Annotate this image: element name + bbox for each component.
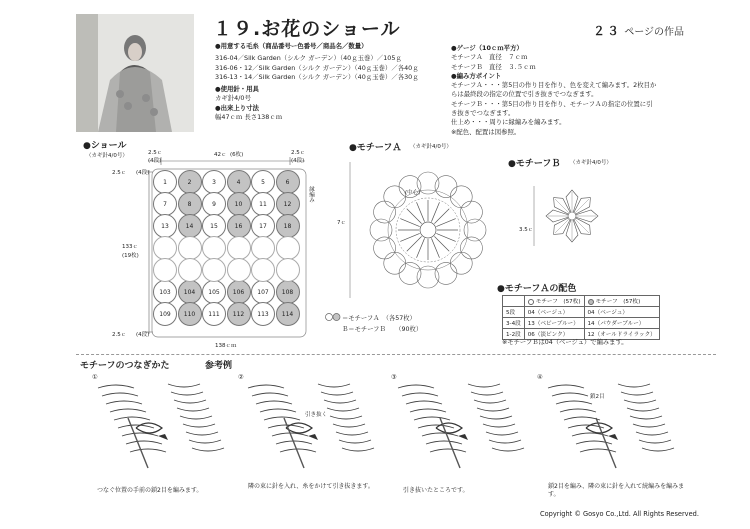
method-line: モチーフＡ・・・第5目の作り目を作り、色を変えて編みます。2枚目か [451,81,657,90]
method-line: き抜きでつなぎます。 [451,109,515,118]
motif-cell: 113 [251,302,275,326]
legend-motif-b: Ｂ＝モチーフＢ （90枚） [342,326,423,333]
step-number: ④ [537,374,543,381]
crochet-stitch-right [177,408,209,411]
join-illustrations [88,378,728,478]
motif-a-spoke [417,238,425,257]
step-number: ③ [391,374,397,381]
shawl-motif-grid [153,170,303,331]
motif-a-scallop [384,252,406,274]
page-title: １９.お花のショール [213,18,401,40]
dim-left-bottom: 2.5ｃ [112,332,127,338]
shawl-needle: （カギ針4/0号） [86,153,128,159]
crochet-stitch-right [633,424,665,427]
motif-a-diameter: 7ｃ [337,220,346,226]
motif-a-spoke [436,233,455,241]
motif-b-diagram [528,176,618,256]
motif-cell: 104 [178,280,202,304]
motif-cell: 6 [276,170,300,194]
crochet-stitch-right [621,392,653,395]
gauge-line: モチーフＡ 直径 ７ｃｍ [451,53,528,62]
dim-top-left-rows: (4段) [148,158,162,164]
copyright: Copyright © Gosyo Co.,Ltd. All Rights Reserved. [540,510,699,518]
motif-cell: 105 [202,280,226,304]
color-table-corner [503,296,525,307]
crochet-stitch-left [406,401,442,404]
motif-cell: 15 [202,214,226,238]
motif-cell-placeholder [202,236,226,260]
crochet-stitch-left [552,393,588,396]
crochet-stitch-right [630,416,662,419]
color-heading: ●モチーフＡの配色 [497,284,577,294]
dim-left-top: 2.5ｃ [112,170,127,176]
dim-top-left: 2.5ｃ [148,150,163,156]
crochet-stitch-right [192,448,224,451]
crochet-stitch-right [474,400,506,403]
color-cell: 12（オールドライラック） [584,329,659,340]
motif-cell-placeholder [251,236,275,260]
crochet-stitch-right [189,440,221,443]
motif-a-spoke [417,202,425,221]
color-row-label: 5段 [503,307,525,318]
method-heading: ●編み方ポイント [451,71,502,80]
motif-a-heading: ●モチーフＡ [349,143,402,153]
motif-cell: 108 [276,280,300,304]
step-number: ② [238,374,244,381]
motif-cell: 112 [227,302,251,326]
page-reference [593,22,684,39]
crochet-stitch-right [627,408,659,411]
crochet-stitch-right [471,392,503,395]
motif-cell-placeholder [276,236,300,260]
method-line: ※配色、配置は図参照。 [451,127,521,136]
crochet-stitch-left [426,441,462,444]
dim-top-right-rows: (4段) [291,158,305,164]
crochet-stitch-right [174,400,206,403]
motif-a-spoke [407,209,422,224]
motif-cell: 10 [227,192,251,216]
crochet-stitch-left [264,417,300,420]
motif-cell: 13 [153,214,177,238]
join-reference: 参考例 [205,361,233,371]
motif-cell: 114 [276,302,300,326]
crochet-stitch-left [410,409,446,412]
crochet-stitch-left [98,385,134,388]
size-heading: ●出来上り寸法 [215,103,259,112]
model-photo-illustration [76,14,194,132]
motif-cell: 11 [251,192,275,216]
crochet-stitch-left [430,449,466,452]
crochet-stitch-right [186,432,218,435]
edging-label: 縁編み [308,186,314,203]
motif-b-symbols [546,190,598,242]
dim-top-mid-count: (6枚) [230,152,244,158]
gauge-block [451,44,695,137]
motif-cell: 1 [153,170,177,194]
color-cell: 04（ベージュ） [524,307,584,318]
page-suffix: ページの作品 [624,27,685,38]
crochet-stitch-left [126,441,162,444]
yarn-line: 316-06・12／Silk Garden（シルク ガーデン）（40ｇ玉巻）／各40ｇ [215,63,419,72]
shawl-heading: ●ショール [83,141,127,151]
crochet-stitch-left [398,385,434,388]
method-line: らは最終段の指定の位置で引き抜きでつなぎます。 [451,90,598,99]
step-note: 引き抜く [305,412,328,418]
motif-cell: 18 [276,214,300,238]
crochet-stitch-left [414,417,450,420]
model-photo [76,14,194,132]
join-loop [436,423,462,433]
motif-cell: 12 [276,192,300,216]
motif-a-center-ring [420,222,436,238]
crochet-stitch-left [564,417,600,420]
crochet-stitch-left [248,385,284,388]
crochet-stitch-right [624,400,656,403]
direction-arrow-icon [158,434,168,440]
gray-circle-icon [588,299,594,305]
crochet-stitch-right [477,408,509,411]
tools-heading: ●使用針・用具 [215,85,259,94]
motif-cell-placeholder [227,236,251,260]
motif-cell: 109 [153,302,177,326]
crochet-stitch-left [110,409,146,412]
color-table [502,295,660,340]
motif-a-scallop [450,186,472,208]
motif-b-center [568,212,576,220]
yarn-heading: ●用意する毛糸（商品番号ー色番号／商品名／数量） [215,42,368,50]
color-cell: 14（パウダーブルー） [584,318,659,329]
materials-block [215,42,419,122]
crochet-stitch-right [636,432,668,435]
crochet-stitch-right [486,432,518,435]
motif-cell: 16 [227,214,251,238]
color-head-a [524,296,584,307]
motif-a-diagram [340,150,510,310]
gauge-heading: ●ゲージ（10ｃｍ平方） [451,44,523,52]
yarn-line: 316-13・14／Silk Garden（シルク ガーデン）（40ｇ玉巻）／各30ｇ [215,72,419,81]
crochet-stitch-left [130,449,166,452]
motif-cell: 103 [153,280,177,304]
method-line: 仕上め・・・周りに縁編みを編みます。 [451,118,566,127]
direction-arrow-icon [458,434,468,440]
step-note: 鎖2目 [590,394,605,400]
motif-a-spoke [407,236,422,251]
legend-motif-a: ＝モチーフＡ （各57枚） [342,315,416,322]
motif-a-spoke [434,209,449,224]
motif-b-diameter: 3.5ｃ [519,227,534,233]
step-caption: つなぐ位置の手前の鎖2目を編みます。 [97,487,203,494]
gauge-line: モチーフＢ 直径 ３.５ｃｍ [451,62,536,71]
crochet-stitch-left [422,433,458,436]
motif-cell: 14 [178,214,202,238]
motif-cell-placeholder [153,258,177,282]
motif-cell-placeholder [251,258,275,282]
crochet-stitch-right [333,424,365,427]
crochet-stitch-right [342,448,374,451]
crochet-stitch-right [330,416,362,419]
color-cell: 06（淡ピンク） [524,329,584,340]
crochet-stitch-right [639,440,671,443]
dim-left-top-rows: (4段) [136,170,150,176]
crochet-stitch-left [256,401,292,404]
step-number: ① [92,374,98,381]
page-number: ２３ [593,24,622,38]
color-head-a-label: モチーフ (57枚) [535,299,581,305]
motif-cell: 2 [178,170,202,194]
motif-cell: 106 [227,280,251,304]
motif-cell: 7 [153,192,177,216]
motif-cell: 4 [227,170,251,194]
color-table-row [503,318,660,329]
motif-a-scallop [450,252,472,274]
crochet-stitch-left [252,393,288,396]
color-note: ※モチーフＢは04（ベージュ）で編みます。 [502,339,628,346]
crochet-stitch-left [560,409,596,412]
crochet-stitch-right [324,400,356,403]
color-cell: 04（ベージュ） [584,307,659,318]
dim-left-mid-count: (19枚) [122,253,139,259]
motif-a-scallop [384,186,406,208]
color-head-b-label: モチーフ (57枚) [595,299,641,305]
motif-cell-placeholder [153,236,177,260]
motif-a-spoke [434,236,449,251]
crochet-stitch-right [336,432,368,435]
white-circle-icon [528,299,534,305]
crochet-stitch-left [122,433,158,436]
motif-cell: 110 [178,302,202,326]
direction-arrow-icon [608,434,618,440]
crochet-stitch-right [321,392,353,395]
crochet-hook-icon [596,418,616,468]
motif-cell: 3 [202,170,226,194]
join-loop [136,423,162,433]
crochet-stitch-right [468,384,500,387]
crochet-stitch-left [548,385,584,388]
crochet-stitch-left [114,417,150,420]
crochet-stitch-right [483,424,515,427]
motif-cell-placeholder [227,258,251,282]
dim-top-right: 2.5ｃ [291,150,306,156]
crochet-stitch-right [642,448,674,451]
crochet-stitch-right [168,384,200,387]
motif-cell: 17 [251,214,275,238]
legend-motif-pair-icon [325,312,341,322]
crochet-stitch-left [402,393,438,396]
dim-total-length: 138ｃｍ [215,343,237,349]
crochet-stitch-right [318,384,350,387]
color-table-head [503,296,660,307]
motif-cell: 107 [251,280,275,304]
color-head-b [584,296,659,307]
size-value: 幅47ｃｍ 長さ138ｃｍ [215,113,283,122]
crochet-stitch-left [580,449,616,452]
motif-a-spoke [436,219,455,227]
crochet-stitch-right [171,392,203,395]
motif-a-symbols [370,172,486,288]
step-caption: 隣の束に針を入れ、糸をかけて引き抜きます。 [248,483,374,490]
motif-cell-placeholder [178,258,202,282]
motif-a-spoke [400,219,419,227]
dim-left-bottom-rows: (4段) [136,332,150,338]
color-table-row [503,307,660,318]
motif-b-heading: ●モチーフＢ [508,159,561,169]
crochet-stitch-right [480,416,512,419]
motif-cell: 111 [202,302,226,326]
dim-left-mid: 133ｃ [122,244,138,250]
motif-a-needle: （カギ針4/0号） [410,144,452,150]
motif-cell: 5 [251,170,275,194]
color-cell: 13（ベビーブルー） [524,318,584,329]
motif-cell-placeholder [178,236,202,260]
motif-cell: 8 [178,192,202,216]
crochet-stitch-right [618,384,650,387]
crochet-stitch-right [492,448,524,451]
crochet-stitch-right [339,440,371,443]
motif-a-spoke [431,202,439,221]
crochet-stitch-left [102,393,138,396]
crochet-stitch-right [489,440,521,443]
yarn-line: 316-04／Silk Garden（シルク ガーデン）（40ｇ玉巻）／105ｇ [215,54,402,63]
color-row-label: 3-4段 [503,318,525,329]
motif-b-needle: （カギ針4/0号） [570,160,612,166]
motif-cell-placeholder [202,258,226,282]
section-divider [76,354,716,355]
step-caption: 引き抜いたところです。 [403,487,469,494]
crochet-stitch-right [327,408,359,411]
crochet-stitch-right [183,424,215,427]
motif-cell: 9 [202,192,226,216]
crochet-stitch-left [260,409,296,412]
step-caption: 鎖2目を編み、隣の束に針を入れて続編みを編みます。 [548,483,685,498]
direction-arrow-icon [308,434,318,440]
color-row-label: 1-2段 [503,329,525,340]
crochet-stitch-left [556,401,592,404]
method-line: モチーフＢ・・・第5目の作り目を作り、モチーフＡの指定の位置に引 [451,99,653,108]
motif-a-spoke [431,238,439,257]
join-heading: モチーフのつなぎかた [80,361,170,371]
crochet-stitch-left [106,401,142,404]
motif-cell-placeholder [276,258,300,282]
crochet-stitch-right [180,416,212,419]
tools-value: カギ針4/0号 [215,94,251,103]
motif-a-center-label: (中心) [405,190,421,196]
motif-a-spoke [400,233,419,241]
dim-top-mid: 42ｃ [214,152,227,158]
